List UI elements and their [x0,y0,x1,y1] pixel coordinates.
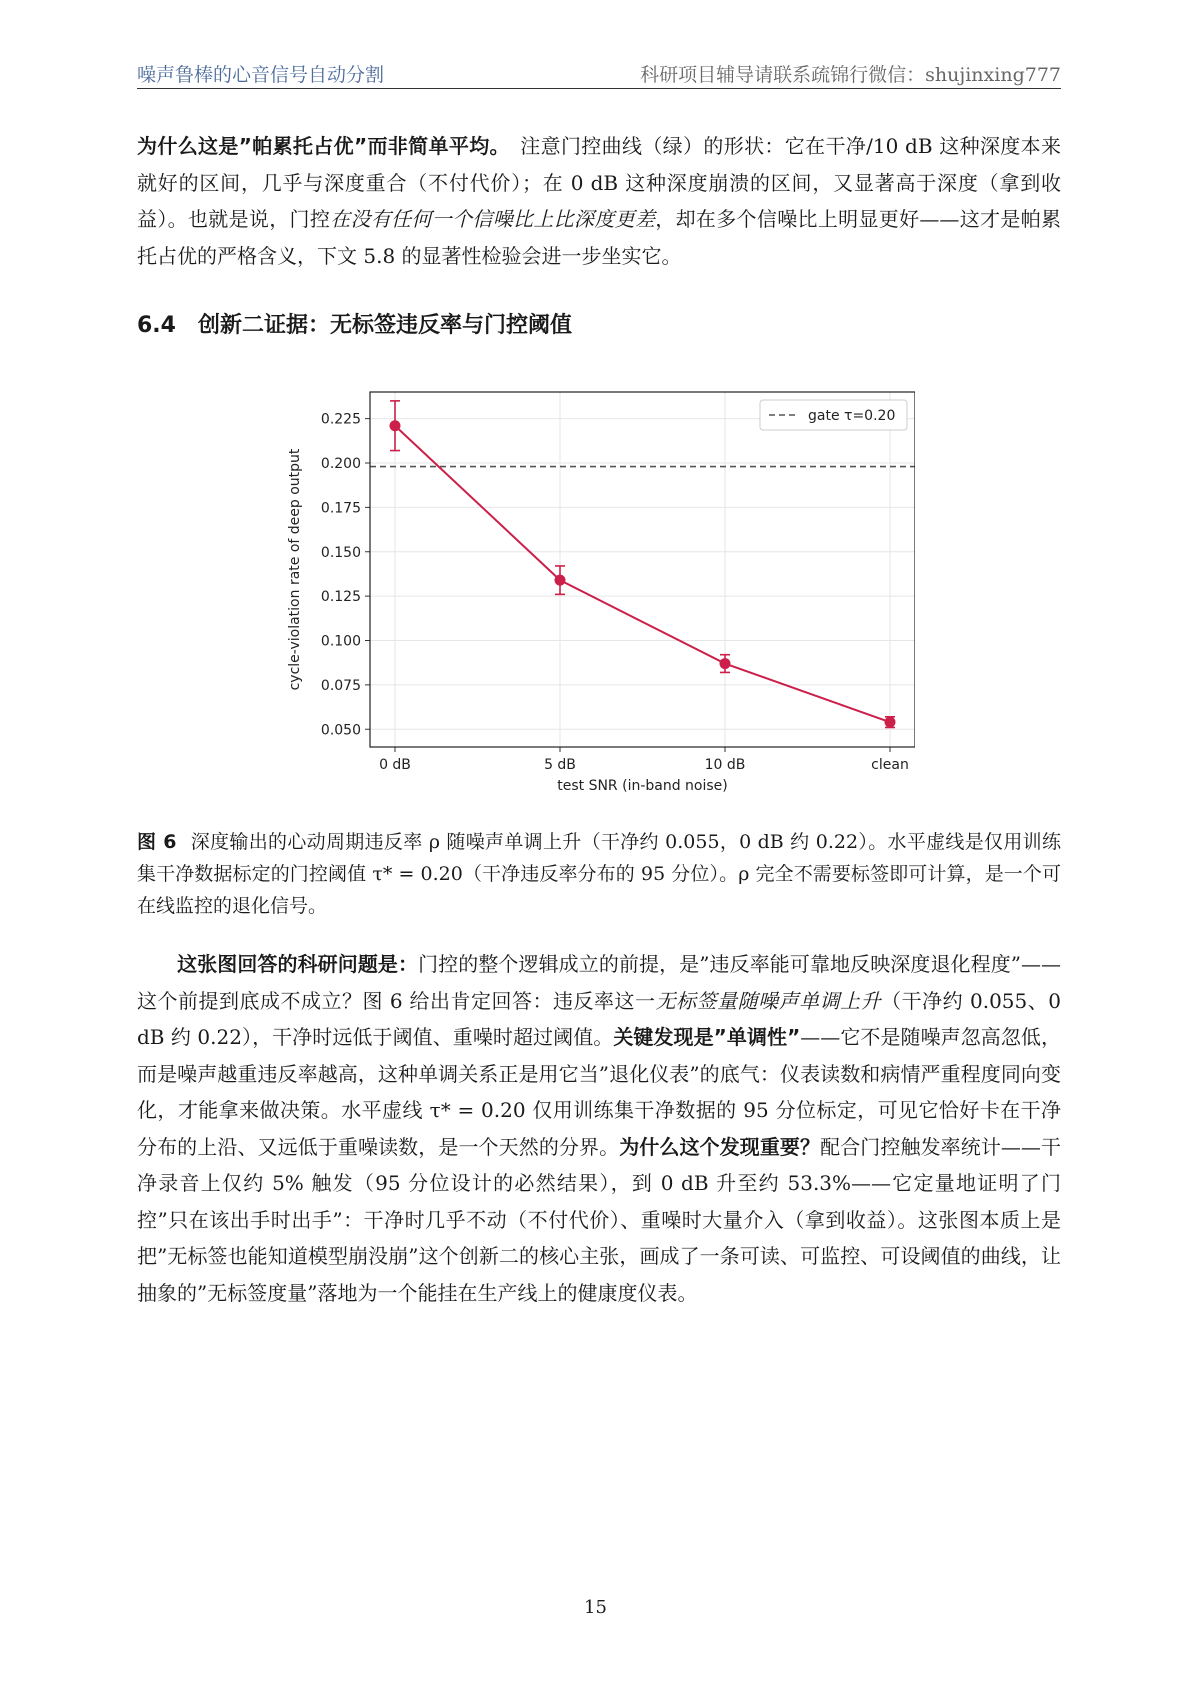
caption-text: 深度输出的心动周期违反率 ρ 随噪声单调上升（干净约 0.055，0 dB 约 0.22）。水平虚线是仅用训练集干净数据标定的门控阈值 τ* = 0.20（干净违反率分布的 95 分位）。ρ 完全不需要标签即可计算，是一个可在线监控的退化信号。 [137,831,1061,917]
header-title: 噪声鲁棒的心音信号自动分割 [137,64,385,86]
paragraph-pareto: 为什么这是”帕累托占优”而非简单平均。 注意门控曲线（绿）的形状：它在干净/10 dB 这种深度本来就好的区间，几乎与深度重合（不付代价）；在 0 dB 这种深度崩溃的区间，又显著高于深度（拿到收益）。也就是说，门控在没有任何一个信噪比上比深度更差，却在多个信噪比上明显更好——这才是帕累托占优的严格含义，下文 5.8 的显著性检验会进一步坐实它。 [137,134,1062,268]
x-tick-label: clean [871,757,909,773]
y-tick-label: 0.075 [320,677,361,694]
running-header [137,58,1061,89]
x-axis-label: test SNR (in-band noise) [557,778,728,794]
x-tick-label: 10 dB [704,757,746,773]
data-point [885,717,896,728]
y-tick-label: 0.100 [320,633,361,650]
data-point [390,420,401,431]
section-heading [137,308,572,339]
y-tick-label: 0.150 [320,544,361,561]
data-point [720,658,731,669]
section-title: 创新二证据：无标签违反率与门控阈值 [197,313,572,338]
page-number: 15 [584,1597,607,1618]
data-point [555,575,566,586]
legend-label: gate τ=0.20 [808,408,896,424]
series-line [395,426,890,722]
x-tick-label: 0 dB [379,757,411,773]
violation-rate-chart [275,380,915,800]
plot-frame [370,392,915,747]
y-tick-label: 0.175 [320,500,361,517]
x-tick-label: 5 dB [544,757,576,773]
y-axis-label: cycle-violation rate of deep output [287,448,303,691]
header-contact: 科研项目辅导请联系疏锦行微信：shujinxing777 [640,64,1061,86]
y-tick-label: 0.225 [320,411,361,428]
y-tick-label: 0.125 [320,589,361,606]
caption-label: 图 6 [137,831,177,853]
paragraph-research-question: 这张图回答的科研问题是：门控的整个逻辑成立的前提，是”违反率能可靠地反映深度退化程度”——这个前提到底成不成立？图 6 给出肯定回答：违反率这一无标签量随噪声单调上升（干净约 0.055、0 dB 约 0.22），干净时远低于阈值、重噪时超过阈值。关键发现是”单调性”——它不是随噪声忽高忽低，而是噪声越重违反率越高，这种单调关系正是用它当”退化仪表”的底气：仪表读数和病情严重程度同向变化，才能拿来做决策。水平虚线 τ* = 0.20 仅用训练集干净数据的 95 分位标定，可见它恰好卡在干净分布的上沿、又远低于重噪读数，是一个天然的分界。为什么这个发现重要？配合门控触发率统计——干净录音上仅约 5% 触发（95 分位设计的必然结果），到 0 dB 升至约 53.3%——它定量地证明了门控”只在该出手时出手”：干净时几乎不动（不付代价）、重噪时大量介入（拿到收益）。这张图本质上是把”无标签也能知道模型崩没崩”这个创新二的核心主张，画成了一条可读、可监控、可设阈值的曲线，让抽象的”无标签度量”落地为一个能挂在生产线上的健康度仪表。 [137,952,1062,1305]
figure-6 [275,380,915,804]
y-tick-label: 0.050 [320,722,361,739]
y-tick-label: 0.200 [320,456,361,472]
paragraph-lead: 为什么这是”帕累托占优”而非简单平均。 [137,134,500,158]
figure-caption [137,826,1061,922]
section-number: 6.4 [137,313,176,338]
